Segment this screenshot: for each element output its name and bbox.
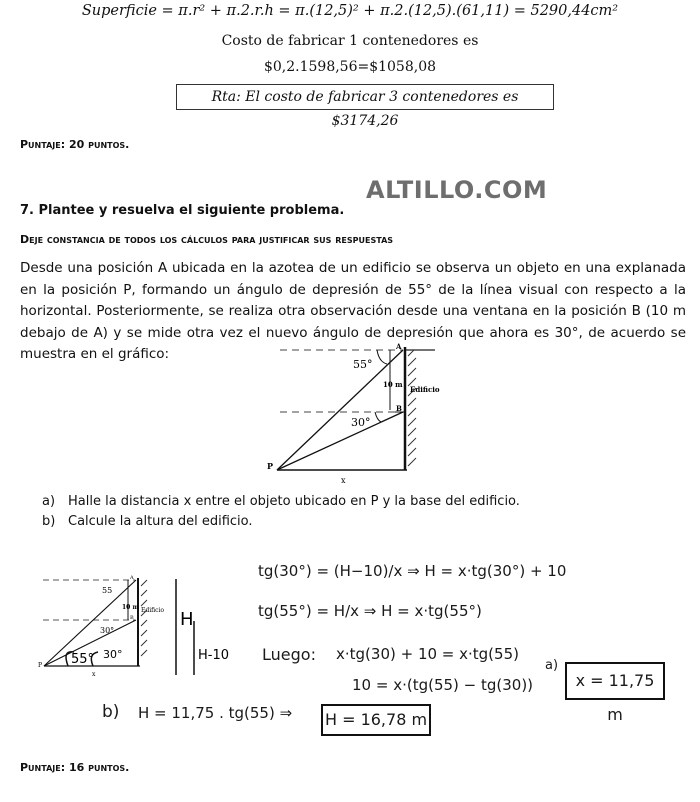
x-label: x: [341, 476, 346, 485]
watermark: ALTILLO.COM: [366, 176, 548, 204]
score-20: [20, 138, 129, 151]
sketch-angle-55: 55: [102, 586, 113, 595]
sketch-b: B: [130, 615, 134, 621]
hw-eq4: 10 = x·(tg(55) − tg(30)): [352, 676, 534, 694]
problem-instruction: Deje constancia de todos los cálculos para justificar sus respuestas: [20, 233, 394, 246]
hw-eq5: H = 11,75 . tg(55) ⇒: [138, 704, 293, 722]
question-b-text: Calcule la altura del edificio.: [68, 514, 253, 529]
question-a-num: a): [42, 494, 56, 509]
point-p-label: P: [267, 461, 274, 471]
answer-box: Rta: El costo de fabricar 3 contenedores es $3174,26: [176, 84, 554, 110]
h-label: H: [180, 609, 194, 630]
answer-a-box: x = 11,75 m: [565, 662, 665, 700]
score-16: [20, 761, 129, 774]
sketch-10m: 10 m: [122, 604, 139, 611]
hw-part-b: b): [102, 702, 120, 722]
angle-30-label: 30°: [351, 416, 371, 429]
hw-eq1: tg(30°) = (H−10)/x ⇒ H = x·tg(30°) + 10: [258, 562, 567, 580]
h10-label: H-10: [198, 648, 230, 663]
hw-eq3: x·tg(30) + 10 = x·tg(55): [336, 645, 519, 663]
sketch-building: Edificio: [141, 607, 165, 614]
question-a: [42, 494, 520, 509]
cost-line-2: $0,2.1598,56=$1058,08: [263, 59, 437, 75]
point-b-label: B: [396, 404, 402, 413]
cost-line-1: Costo de fabricar 1 contenedores es: [221, 33, 479, 49]
question-a-text: Halle la distancia x entre el objeto ubicado en P y la base del edificio.: [68, 494, 520, 509]
question-b-num: b): [42, 514, 56, 529]
problem-paragraph: Desde una posición A ubicada en la azotea de un edificio se observa un objeto en una explanada en la posición P, formando un ángulo de depresión de 55° de la línea visual con respecto a la horizontal. Posteriormente, se realiza otra observación desde una ventana en la posición B (10 m debajo de A) y se mide otra vez el nuevo ángulo de depresión que ahora es 30°, de acuerdo se muestra en el gráfico:: [20, 260, 686, 362]
sketch-p: P: [38, 662, 43, 669]
sketch-a: A: [130, 575, 134, 581]
hw-luego: Luego:: [262, 645, 316, 664]
question-b: [42, 514, 253, 529]
sketch-angle-30b: 30°: [103, 648, 123, 661]
angle-55-label: 55°: [353, 358, 373, 371]
height-markers: [170, 575, 240, 680]
score-label-2: Puntaje:: [20, 761, 66, 774]
score-label: Puntaje:: [20, 138, 66, 151]
surface-formula: Superficie = π.r² + π.2.r.h = π.(12,5)² + π.2.(12,5).(61,11) = 5290,44cm²: [81, 3, 619, 19]
ten-m-label: 10 m: [383, 380, 403, 389]
sketch-angle-55b: 55°: [71, 652, 95, 667]
answer-b-box: H = 16,78 m: [321, 704, 431, 736]
hw-part-a: a): [545, 658, 559, 673]
point-a-label: A: [396, 342, 402, 351]
score-value: 20 puntos.: [68, 138, 130, 151]
score-value-2: 16 puntos.: [68, 761, 130, 774]
building-label: Edificio: [410, 385, 440, 394]
sketch-angle-30: 30°: [100, 626, 115, 635]
problem-heading: 7. Plantee y resuelva el siguiente problema.: [20, 203, 345, 218]
problem-figure: [265, 340, 440, 490]
sketch-x: x: [92, 671, 96, 678]
hw-eq2: tg(55°) = H/x ⇒ H = x·tg(55°): [258, 602, 482, 620]
